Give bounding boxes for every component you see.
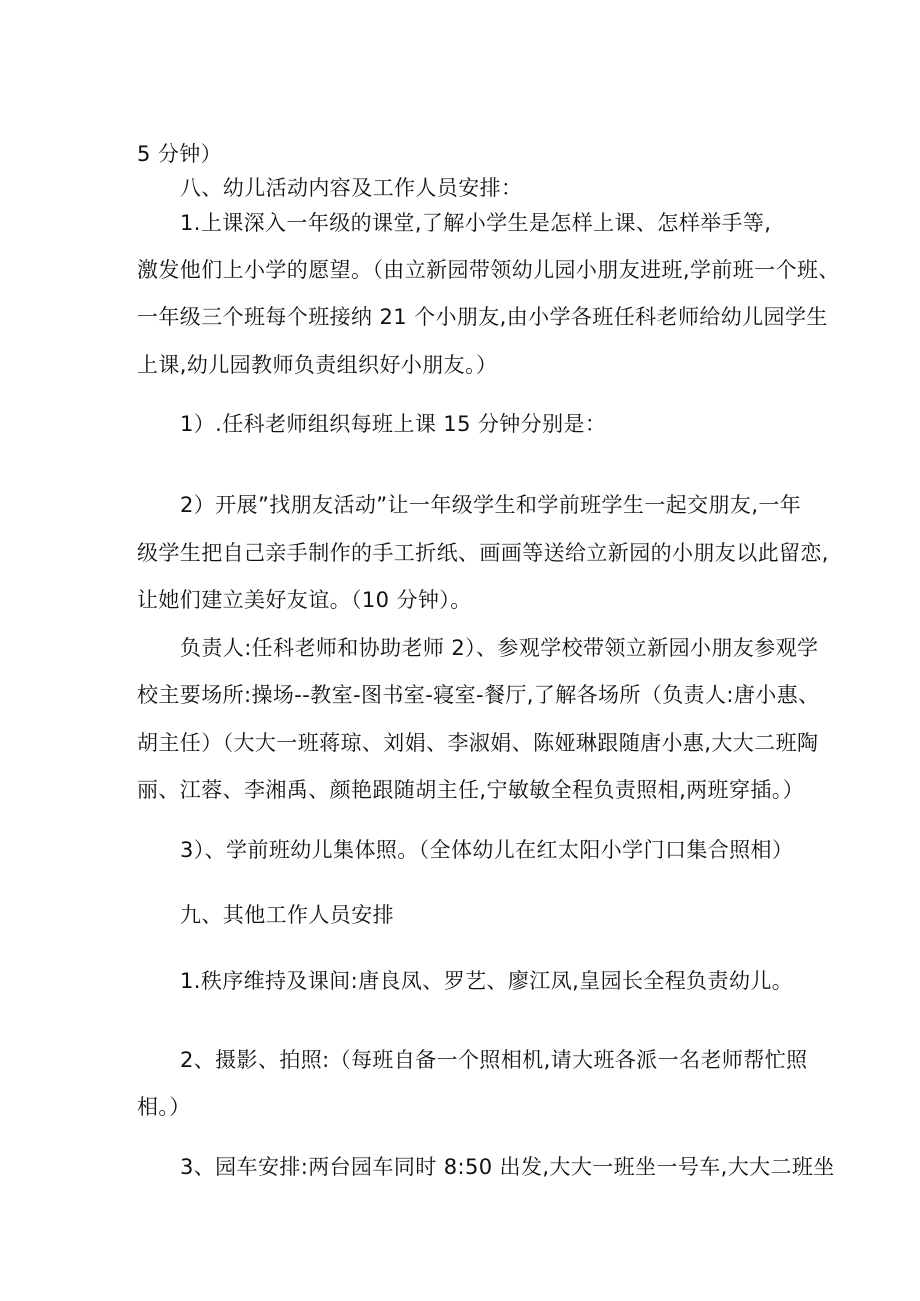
text-line: 1.秩序维持及课间:唐良凤、罗艺、廖江凤,皇园长全程负责幼儿。 (180, 969, 794, 993)
text-line: 2、摄影、拍照:（每班自备一个照相机,请大班各派一名老师帮忙照 (180, 1048, 808, 1072)
text-line: 负责人:任科老师和协助老师 2）、参观学校带领立新园小朋友参观学 (180, 636, 819, 660)
section-heading: 八、幼儿活动内容及工作人员安排： (180, 176, 523, 200)
text-line: 相。） (137, 1095, 191, 1119)
text-line: 胡主任）（大大一班蒋琼、刘娟、李淑娟、陈娅琳跟随唐小惠,大大二班陶 (137, 731, 819, 755)
text-line: 1）.任科老师组织每班上课 15 分钟分别是： (180, 412, 607, 436)
text-line: 2）开展”找朋友活动”让一年级学生和学前班学生一起交朋友,一年 (180, 493, 802, 517)
text-line: 级学生把自己亲手制作的手工折纸、画画等送给立新园的小朋友以此留恋, (137, 541, 829, 565)
text-line: 激发他们上小学的愿望。（由立新园带领幼儿园小朋友进班,学前班一个班、 (137, 258, 840, 282)
text-line: 让她们建立美好友谊。（10 分钟）。 (137, 588, 472, 612)
text-line: 一年级三个班每个班接纳 21 个小朋友,由小学各班任科老师给幼儿园学生 (137, 305, 828, 329)
text-line: 1.上课深入一年级的课堂,了解小学生是怎样上课、怎样举手等, (180, 211, 772, 235)
text-line: 校主要场所:操场--教室-图书室-寝室-餐厅,了解各场所（负责人:唐小惠、 (137, 683, 820, 707)
text-line: 上课,幼儿园教师负责组织好小朋友。） (137, 353, 498, 377)
section-heading: 九、其他工作人员安排 (180, 903, 394, 927)
text-line: 3）、学前班幼儿集体照。（全体幼儿在红太阳小学门口集合照相） (180, 838, 794, 862)
text-line: 5 分钟） (137, 142, 223, 166)
text-line: 3、园车安排:两台园车同时 8:50 出发,大大一班坐一号车,大大二班坐 (180, 1155, 835, 1179)
text-line: 丽、江蓉、李湘禹、颜艳跟随胡主任,宁敏敏全程负责照相,两班穿插。） (137, 778, 805, 802)
